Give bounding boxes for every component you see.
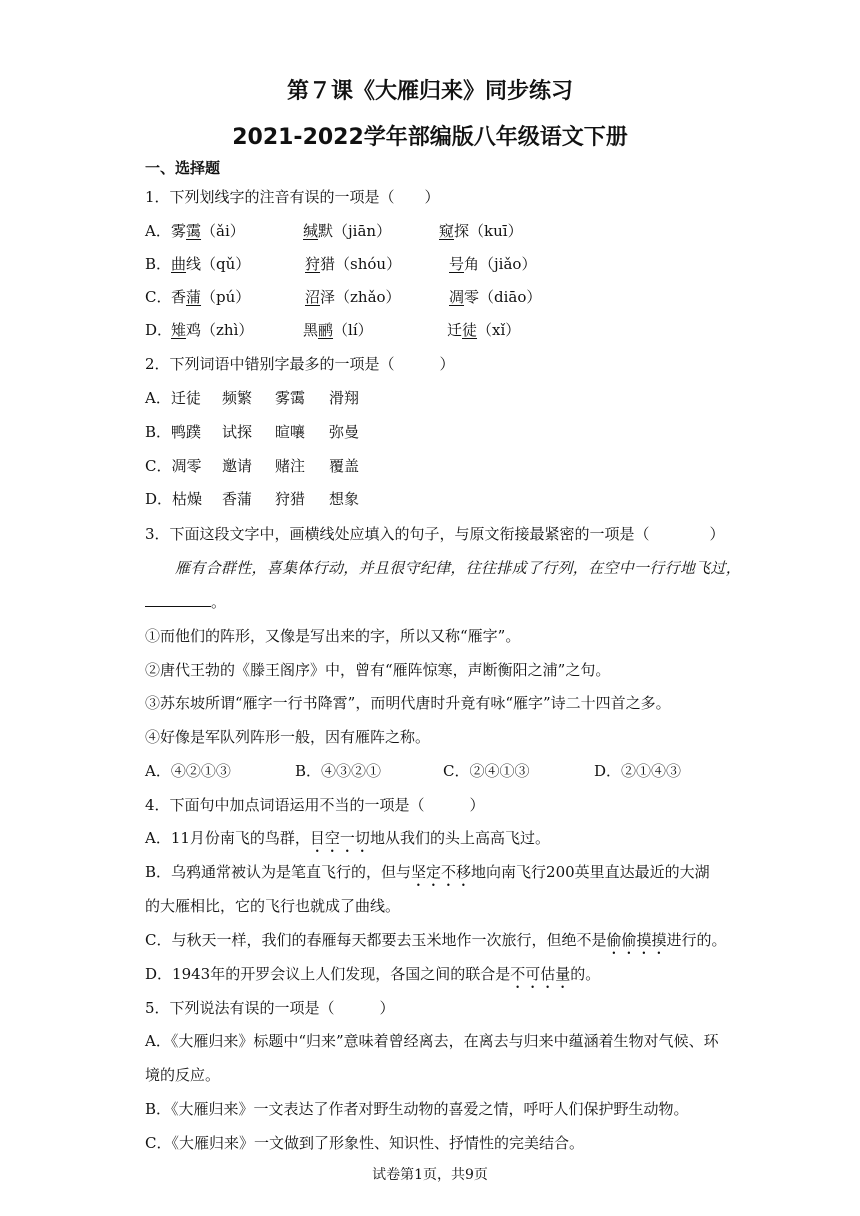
question-4-stem: 4．下面句中加点词语运用不当的一项是（ ）	[145, 796, 485, 814]
q1-option-label: B．	[145, 255, 172, 273]
q3-sentence-1: ①而他们的阵形，又像是写出来的字，所以又称“雁字”。	[145, 627, 521, 645]
q1-c-word-1: 香蒲（pú）	[171, 288, 251, 306]
q3-options	[145, 761, 725, 781]
q2-word: 想象	[329, 490, 360, 508]
q5-option-a-line2: 境的反应。	[145, 1066, 221, 1084]
question-3-stem: 3．下面这段文字中，画横线处应填入的句子，与原文衔接最紧密的一项是（ ）	[145, 525, 725, 543]
q1-option-label: C．	[145, 288, 172, 306]
q3-sentence-3: ③苏东坡所谓“雁字一行书降霄”，而明代唐时升竟有咏“雁字”诗二十四首之多。	[145, 694, 671, 712]
q1-a-word-1: 雾霭（ǎi）	[171, 222, 245, 240]
q2-word: 香蒲	[222, 490, 253, 508]
q1-option-c	[145, 287, 705, 307]
q1-option-label: D．	[145, 321, 173, 339]
page-footer: 试卷第1页，共9页	[372, 1167, 488, 1183]
q2-word: 狩猎	[275, 490, 306, 508]
q4-option-b: B．乌鸦通常被认为是笔直飞行的，但与坚定不移地向南飞行200英里直达最近的大湖	[145, 863, 710, 881]
page-subtitle: 2021-2022学年部编版八年级语文下册	[232, 125, 628, 150]
question-1-stem: 1．下列划线字的注音有误的一项是（ ）	[145, 188, 440, 206]
q2-word: 滑翔	[329, 389, 360, 407]
dotted-word: 不可估量	[510, 965, 571, 983]
q3-blank-line: 。	[145, 592, 226, 612]
q3-option-d: D．②①④③	[594, 762, 682, 780]
q2-option-a	[145, 388, 545, 408]
q5-option-a: A．《大雁归来》标题中“归来”意味着曾经离去，在离去与归来中蕴涵着生物对气候、环	[145, 1032, 719, 1050]
q1-b-word-1: 曲线（qǔ）	[171, 255, 251, 273]
q1-option-label: A．	[145, 222, 171, 240]
q5-option-b: B．《大雁归来》一文表达了作者对野生动物的喜爱之情，呼吁人们保护野生动物。	[145, 1100, 689, 1118]
dotted-word: 坚定不移	[411, 863, 472, 881]
dotted-word: 偷偷摸摸	[606, 931, 667, 949]
q1-a-word-2: 缄默（jiān）	[303, 222, 392, 240]
q2-word: B．鸭蹼	[145, 423, 202, 441]
q2-word: A．迁徒	[145, 389, 201, 407]
q2-word: 覆盖	[329, 457, 360, 475]
q2-word: 试探	[222, 423, 253, 441]
q1-d-word-2: 黑鹂（lí）	[303, 321, 373, 339]
question-5-stem: 5．下列说法有误的一项是（ ）	[145, 999, 395, 1017]
question-2-stem: 2．下列词语中错别字最多的一项是（ ）	[145, 355, 455, 373]
q3-option-a: A．④②①③	[145, 762, 231, 780]
q1-option-a	[145, 221, 705, 241]
q3-option-c: C．②④①③	[443, 762, 530, 780]
q5-option-c: C．《大雁归来》一文做到了形象性、知识性、抒情性的完美结合。	[145, 1134, 584, 1152]
q3-sentence-2: ②唐代王勃的《滕王阁序》中，曾有“雁阵惊寒，声断衡阳之浦”之句。	[145, 661, 611, 679]
q3-passage: 雁有合群性，喜集体行动，并且很守纪律，往往排成了行列，在空中一行行地飞过，	[175, 559, 742, 577]
dotted-word: 目空一切	[309, 829, 370, 847]
q2-word: 暄嚷	[275, 423, 306, 441]
q1-d-word-3: 迁徒（xǐ）	[447, 321, 521, 339]
q2-option-b	[145, 422, 545, 442]
q1-d-word-1: 雉鸡（zhì）	[171, 321, 254, 339]
q2-word: 邀请	[222, 457, 253, 475]
page-title: 第７课《大雁归来》同步练习	[286, 79, 573, 104]
answer-blank	[145, 592, 211, 607]
q1-option-d	[145, 320, 705, 340]
q1-c-word-3: 凋零（diāo）	[449, 288, 542, 306]
q1-c-word-2: 沼泽（zhǎo）	[305, 288, 401, 306]
q2-word: 赌注	[275, 457, 306, 475]
q1-a-word-3: 窥探（kuī）	[439, 222, 523, 240]
q4-option-a: A．11月份南飞的鸟群，目空一切地从我们的头上高高飞过。	[145, 829, 550, 847]
q1-b-word-3: 号角（jiǎo）	[449, 255, 537, 273]
q4-option-c: C．与秋天一样，我们的春雁每天都要去玉米地作一次旅行，但绝不是偷偷摸摸进行的。	[145, 931, 727, 949]
q3-sentence-4: ④好像是军队列阵形一般，因有雁阵之称。	[145, 728, 431, 746]
section-heading: 一、选择题	[145, 159, 221, 177]
q1-option-b	[145, 254, 705, 274]
q2-option-c	[145, 456, 545, 476]
q2-word: 频繁	[222, 389, 253, 407]
q4-option-d: D．1943年的开罗会议上人们发现，各国之间的联合是不可估量的。	[145, 965, 601, 983]
q2-word: D．枯燥	[145, 490, 203, 508]
q2-option-d	[145, 489, 545, 509]
q2-word: 雾霭	[275, 389, 306, 407]
q3-option-b: B．④③②①	[295, 762, 382, 780]
q2-word: C．凋零	[145, 457, 202, 475]
q2-word: 弥曼	[329, 423, 360, 441]
q1-b-word-2: 狩猎（shóu）	[305, 255, 402, 273]
q4-option-b-line2: 的大雁相比，它的飞行也就成了曲线。	[145, 897, 401, 915]
